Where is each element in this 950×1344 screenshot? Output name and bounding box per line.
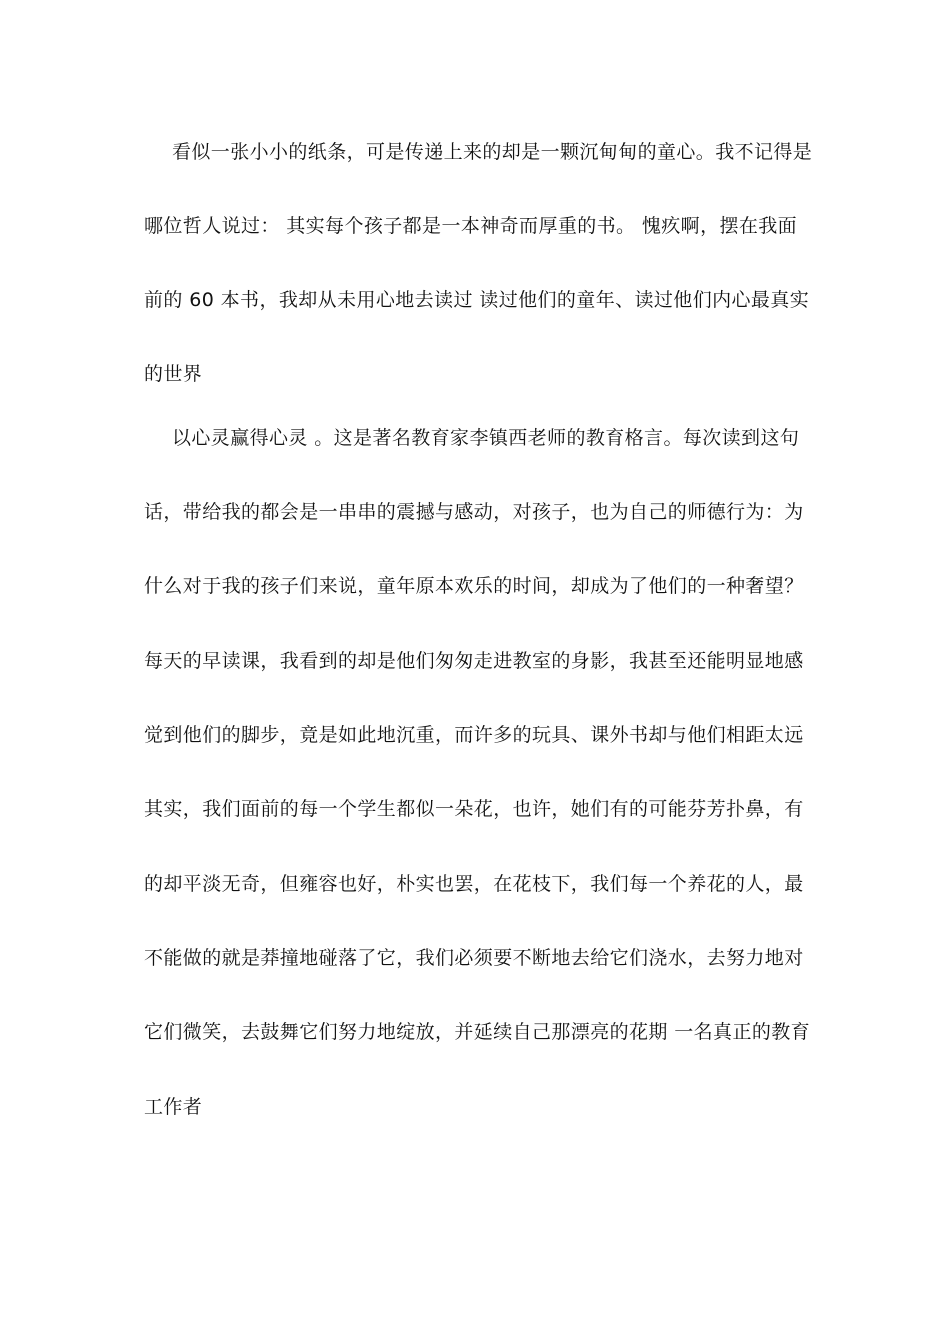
paragraph-line: 哪位哲人说过： 其实每个孩子都是一本神奇而厚重的书。 愧疚啊，摆在我面 <box>144 215 798 237</box>
paragraph-line: 什么对于我的孩子们来说，童年原本欢乐的时间，却成为了他们的一种奢望？ <box>144 575 804 597</box>
paragraph-line: 工作者 <box>144 1096 203 1118</box>
paragraph-line: 其实，我们面前的每一个学生都似一朵花，也许，她们有的可能芬芳扑鼻，有 <box>144 798 804 820</box>
paragraph-line: 以心灵赢得心灵 。这是著名教育家李镇西老师的教育格言。每次读到这句 <box>172 427 800 449</box>
paragraph-line: 它们微笑，去鼓舞它们努力地绽放，并延续自己那漂亮的花期 一名真正的教育 <box>144 1021 811 1043</box>
paragraph-line: 话，带给我的都会是一串串的震撼与感动，对孩子，也为自己的师德行为：为 <box>144 501 804 523</box>
paragraph-line: 前的 60 本书，我却从未用心地去读过 读过他们的童年、读过他们内心最真实 <box>144 289 810 311</box>
paragraph-line: 的世界 <box>144 363 203 385</box>
paragraph-line: 看似一张小小的纸条，可是传递上来的却是一颗沉甸甸的童心。我不记得是 <box>172 141 813 163</box>
paragraph-line: 觉到他们的脚步，竟是如此地沉重，而许多的玩具、课外书却与他们相距太远 <box>144 724 804 746</box>
paragraph-line: 不能做的就是莽撞地碰落了它，我们必须要不断地去给它们浇水，去努力地对 <box>144 947 804 969</box>
paragraph-line: 的却平淡无奇，但雍容也好，朴实也罢，在花枝下，我们每一个养花的人，最 <box>144 873 804 895</box>
paragraph-line: 每天的早读课，我看到的却是他们匆匆走进教室的身影，我甚至还能明显地感 <box>144 650 804 672</box>
